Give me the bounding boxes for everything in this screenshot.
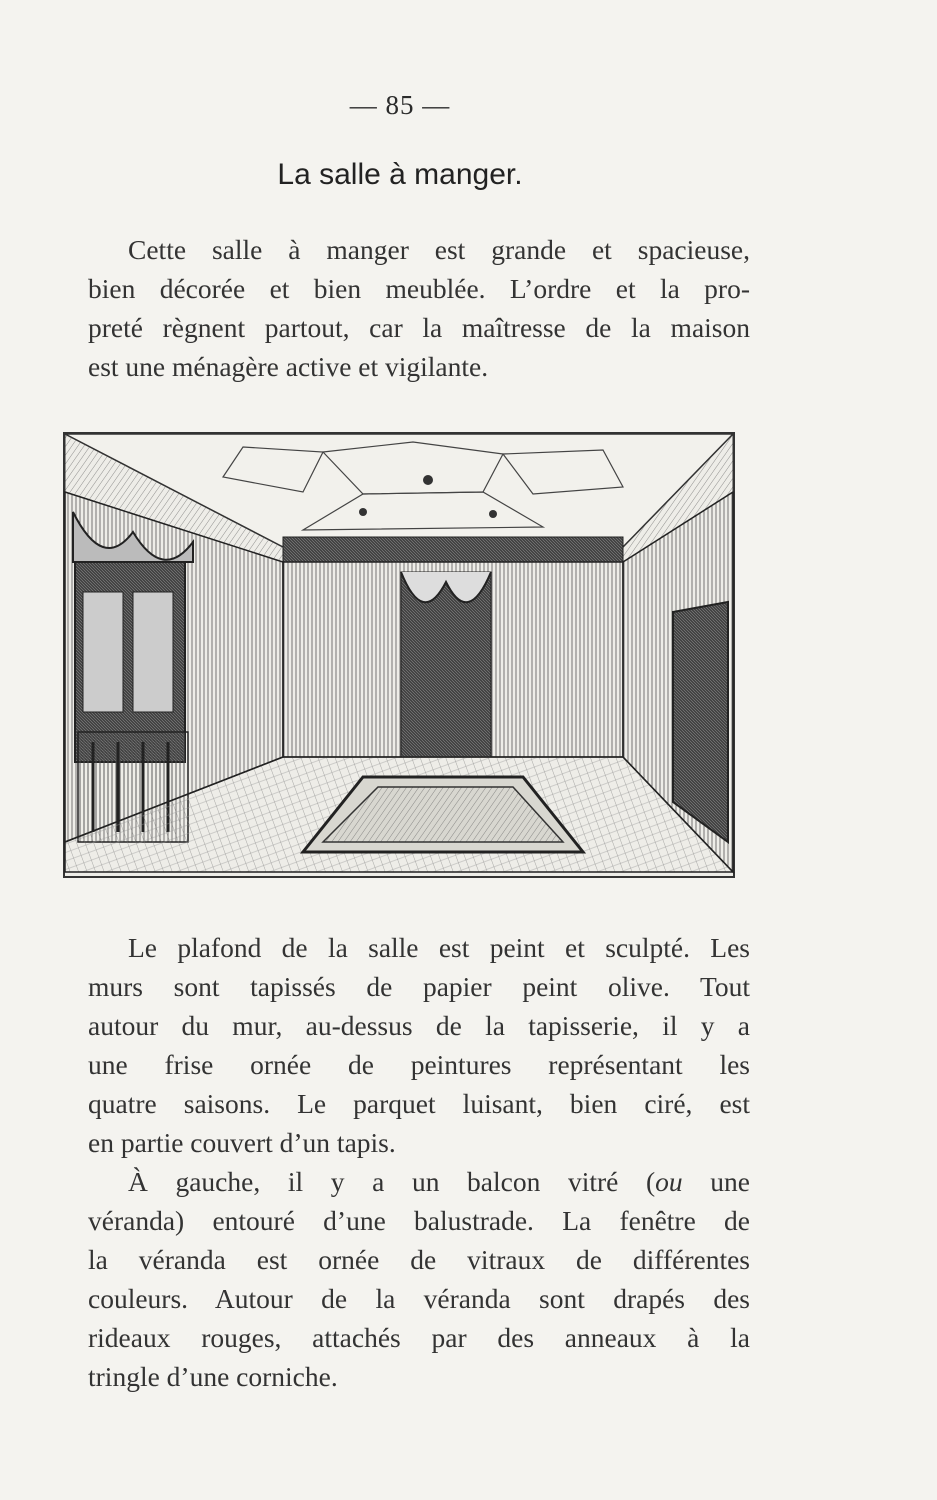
text-italic: ou: [655, 1166, 683, 1197]
text-line: rideaux rouges, attachés par des anneaux à la: [88, 1322, 750, 1353]
text-segment: une: [682, 1166, 750, 1197]
paragraph-veranda: [88, 1162, 750, 1396]
text-line: la véranda est ornée de vitraux de différentes: [88, 1244, 750, 1275]
text-line: Cette salle à manger est grande et spacieuse,: [128, 234, 750, 265]
text-segment: À gauche, il y a un balcon vitré (: [128, 1166, 656, 1197]
text-line: une frise ornée de peintures représentant les: [88, 1049, 750, 1080]
paragraph-intro: [88, 230, 750, 386]
text-line: couleurs. Autour de la véranda sont drapés des: [88, 1283, 750, 1314]
paragraph-ceiling-walls: [88, 928, 750, 1162]
text-line: est une ménagère active et vigilante.: [88, 351, 489, 382]
text-line: véranda) entouré d’une balustrade. La fenêtre de: [88, 1205, 750, 1236]
text-line: Le plafond de la salle est peint et sculpté. Les: [128, 932, 750, 963]
text-line: tringle d’une corniche.: [88, 1361, 338, 1392]
page-number: — 85 —: [349, 90, 451, 120]
engraving-illustration: [63, 432, 735, 880]
text-line: [88, 1162, 750, 1201]
text-line: preté règnent partout, car la maîtresse de la maison: [88, 312, 750, 343]
section-heading: La salle à manger.: [277, 158, 523, 191]
text-line: quatre saisons. Le parquet luisant, bien ciré, est: [88, 1088, 750, 1119]
text-line: murs sont tapissés de papier peint olive. Tout: [88, 971, 750, 1002]
text-line: autour du mur, au-dessus de la tapisserie, il y a: [88, 1010, 750, 1041]
text-line: bien décorée et bien meublée. L’ordre et la pro-: [88, 273, 750, 304]
dining-room-engraving: [63, 432, 735, 880]
text-line: en partie couvert d’un tapis.: [88, 1127, 396, 1158]
